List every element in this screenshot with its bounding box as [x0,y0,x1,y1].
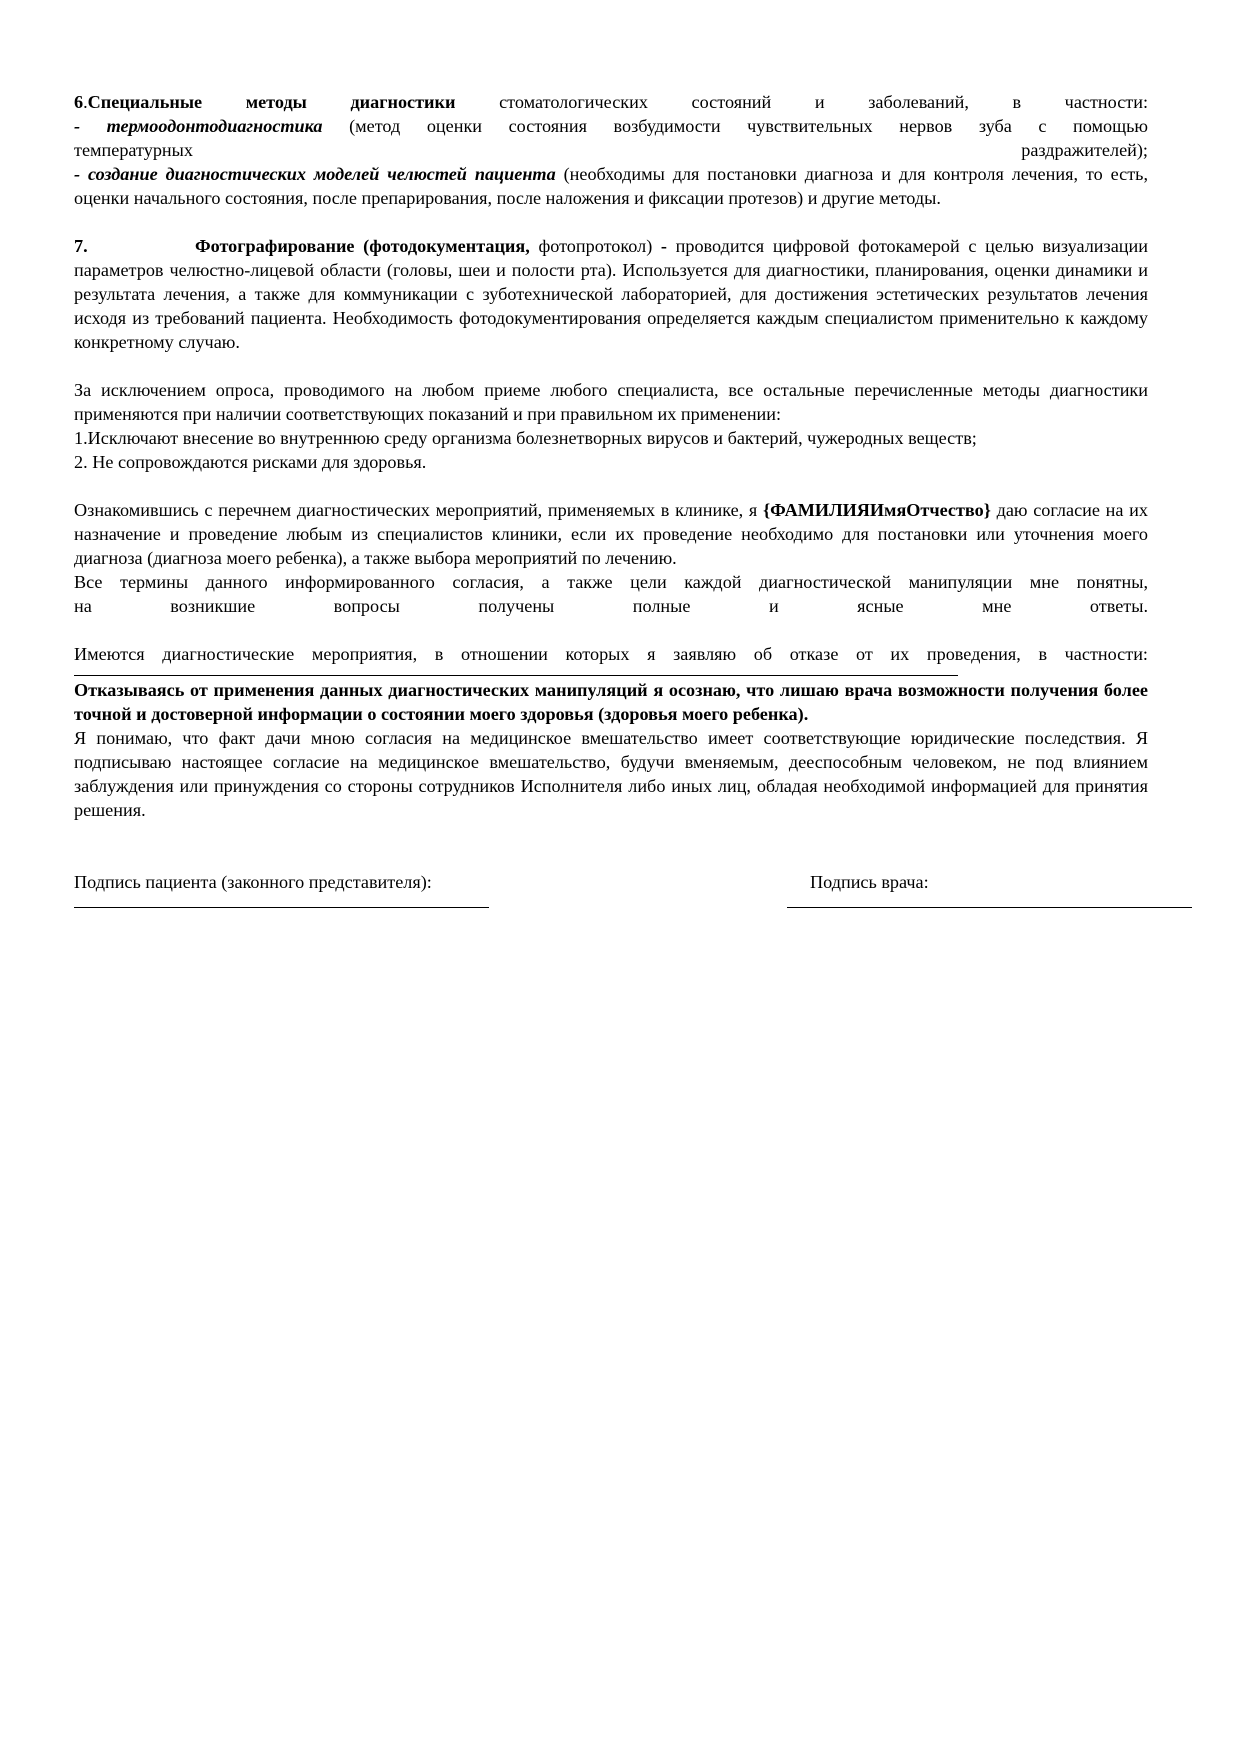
section-7-dash: - [660,236,667,256]
section-7 [74,234,1148,354]
terms-line-2: на возникшие вопросы получены полные и ясные мне ответы. [74,596,1148,616]
section-7-title: Фотографирование (фотодокументация, [195,236,530,256]
bullet-2-desc: (необходимы для постановки диагноза и для контроля лечения, то есть, оценки начального состояния, после препарирования, после наложения и фиксации протезов) и другие методы. [74,164,1148,208]
exceptions-paragraph: За исключением опроса, проводимого на любом приеме любого специалиста, все остальные перечисленные методы диагностики применяются при наличии соответствующих показаний и при правильном их применении: [74,380,1148,424]
section-6-number: 6 [74,92,84,112]
consent-body: даю согласие на их назначение и проведение любым из специалистов клиники, если их проведение необходимо для постановки или уточнения моего диагноза (диагноза моего ребенка), а также выбора мероприятий по лечению. [74,500,1149,568]
bullet-1-term: - термоодонтодиагностика [74,116,323,136]
exceptions-item-2: 2. Не сопровождаются рисками для здоровья. [74,452,427,472]
bullet-1-desc-cont-b: раздражителей); [1021,140,1148,160]
section-6-bullet-1-line [74,114,1148,138]
section-6-intro: стоматологических состояний и заболеваний, в частности: [455,92,1148,112]
section-6-dot: . [83,92,88,112]
exceptions-item-1: 1.Исключают внесение во внутреннюю среду организма болезнетворных вирусов и бактерий, чужеродных веществ; [74,428,977,448]
refusal-warning: Отказываясь от применения данных диагностических манипуляций я осознаю, что лишаю врача возможности получения более точной и достоверной информации о состоянии моего здоровья (здоровья моего ребенка). [74,680,1148,724]
section-6-title: Специальные методы диагностики [87,92,456,112]
bullet-2-term: - создание диагностических моделей челюстей пациента [74,164,556,184]
patient-signature-label: Подпись пациента (законного представителя): [74,872,432,892]
bullet-1-desc: (метод оценки состояния возбудимости чувствительных нервов зуба с помощью [322,116,1148,136]
doctor-signature-line [787,907,1192,908]
bullet-1-desc-cont-a: температурных [74,140,193,160]
consent-intro: Ознакомившись с перечнем диагностических мероприятий, применяемых в клинике, я [74,500,763,520]
patient-signature-line [74,907,489,908]
section-6-bullet-2 [74,162,1148,210]
section-6-heading-line [74,90,1148,114]
section-6 [74,90,1148,210]
final-statement: Я понимаю, что факт дачи мною согласия на медицинское вмешательство имеет соответствующие юридические последствия. Я подписываю настоящее согласие на медицинское вмешательство, будучи вменяемым, дееспособным человеком, не под влиянием заблуждения или принуждения со стороны сотрудников Исполнителя либо иных лиц, обладая необходимой информацией для принятия решения. [74,728,1148,820]
section-7-text: проводится цифровой фотокамерой с целью визуализации параметров челюстно-лицевой области (головы, шеи и полости рта). Используется для диагностики, планирования, оценки динамики и результата лечения, а также для коммуникации с зуботехнической лабораторией, для достижения эстетических результатов лечения исходя из требований пациента. Необходимость фотодокументирования определяется каждым специалистом применительно к каждому конкретному случаю. [74,236,1148,352]
refusal-paragraph: Имеются диагностические мероприятия, в отношении которых я заявляю об отказе от их проведения, в частности: [74,644,1148,664]
terms-line-1: Все термины данного информированного согласия, а также цели каждой диагностической манипуляции мне понятны, [74,572,1148,592]
doctor-signature-label: Подпись врача: [810,872,929,892]
document-page [74,90,1148,920]
refusal-fill-line [74,666,1148,678]
consent-paragraph [74,498,1148,570]
patient-name-placeholder: {ФАМИЛИЯИмяОтчество} [762,500,991,520]
section-6-bullet-1-cont [74,138,1148,162]
signature-row [74,870,1148,920]
section-7-subtitle: фотопротокол) [529,236,661,256]
section-7-number: 7. [74,236,88,256]
